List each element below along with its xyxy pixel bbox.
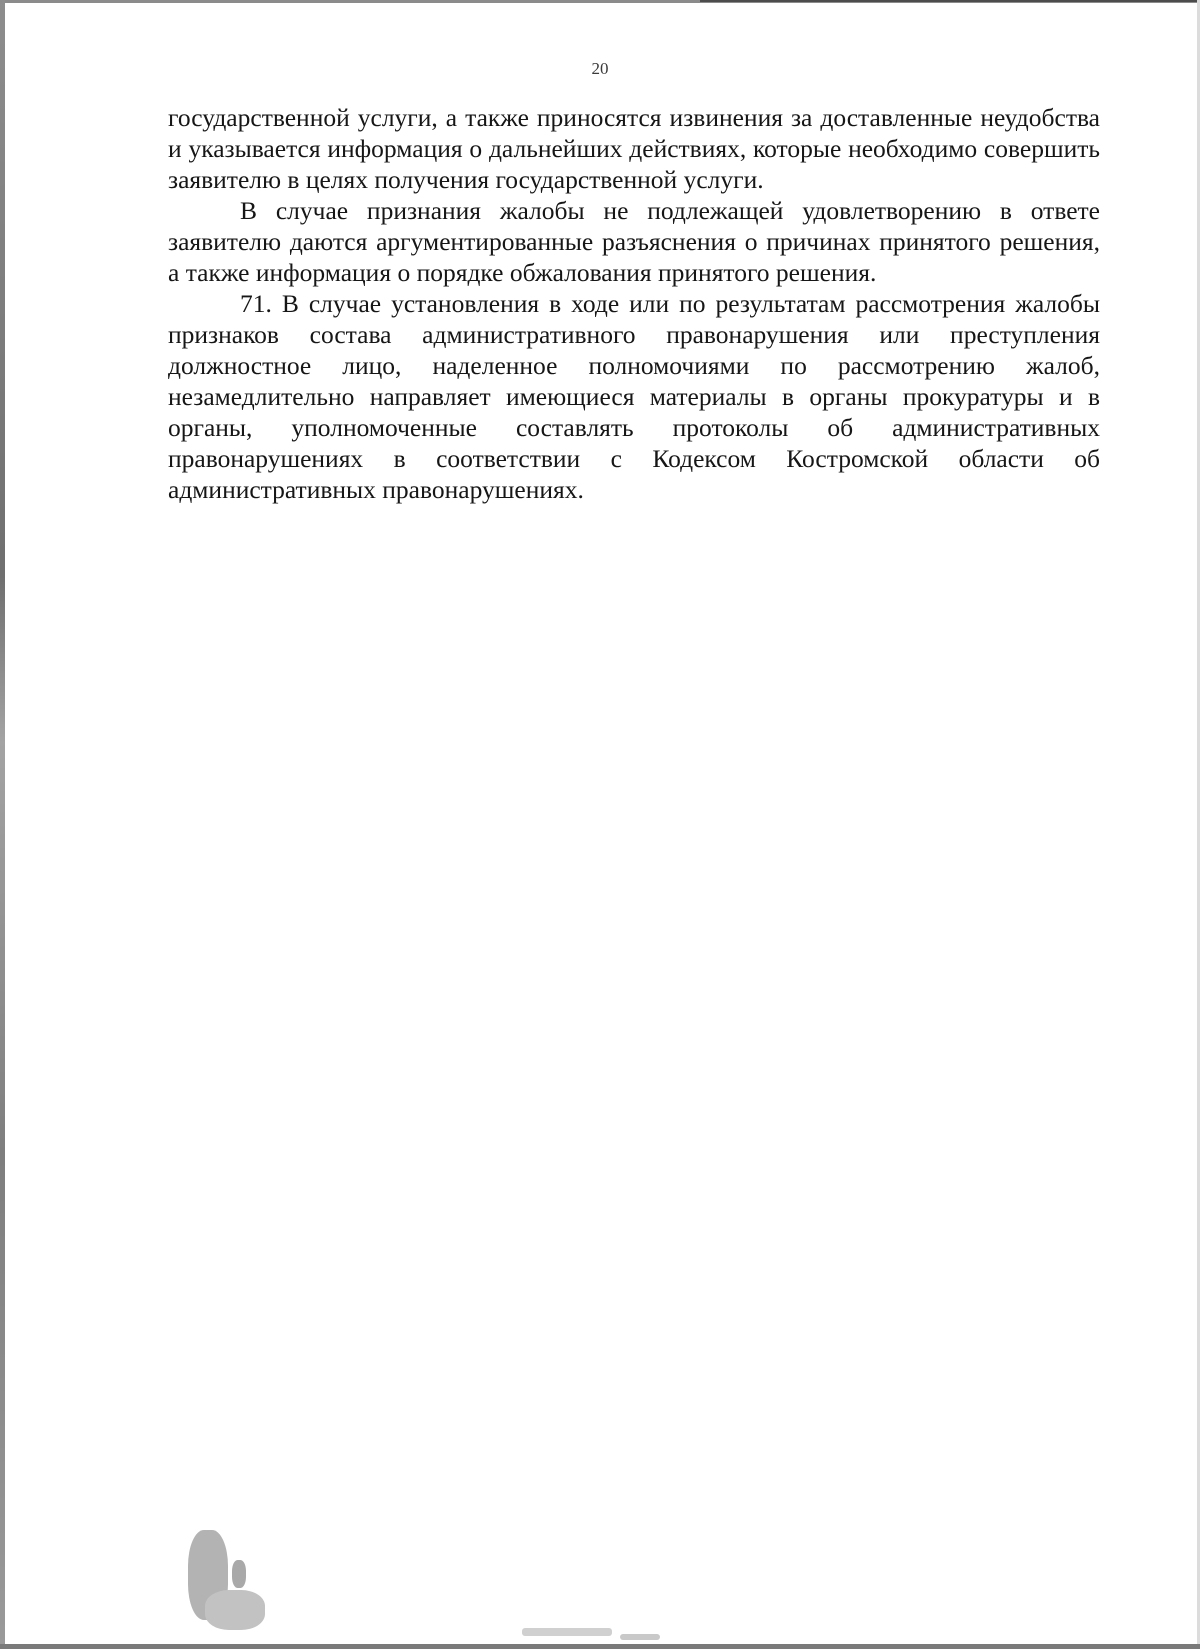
scan-edge-left [0, 0, 5, 1649]
paragraph: В случае признания жалобы не подлежащей удовлетворению в ответе заявителю даются аргументированные разъяснения о причинах принятого решения, а также информация о порядке обжалования принятого решения. [168, 196, 1100, 287]
paragraph-item-71: 71. В случае установления в ходе или по результатам рассмотрения жалобы признаков состава административного правонарушения или преступления должностное лицо, наделенное полномочиями по рассмотрению жалоб, незамедлительно направляет имеющиеся материалы в органы прокуратуры и в органы, уполномоченные составлять протоколы об административных правонарушениях в соответствии с Кодексом Костромской области об административных правонарушениях. [168, 289, 1100, 504]
scan-smudge [232, 1560, 246, 1588]
scan-edge-bottom [0, 1644, 1200, 1649]
document-body [168, 102, 1100, 505]
scan-smudge [620, 1634, 660, 1640]
scan-smudge [522, 1628, 612, 1636]
page-number: 20 [591, 59, 609, 78]
scan-edge-top-right [700, 0, 1200, 2]
scan-smudge [205, 1590, 265, 1630]
paragraph-continuation: государственной услуги, а также приносятся извинения за доставленные неудобства и указывается информация о дальнейших действиях, которые необходимо совершить заявителю в целях получения государственной услуги. [168, 103, 1100, 194]
